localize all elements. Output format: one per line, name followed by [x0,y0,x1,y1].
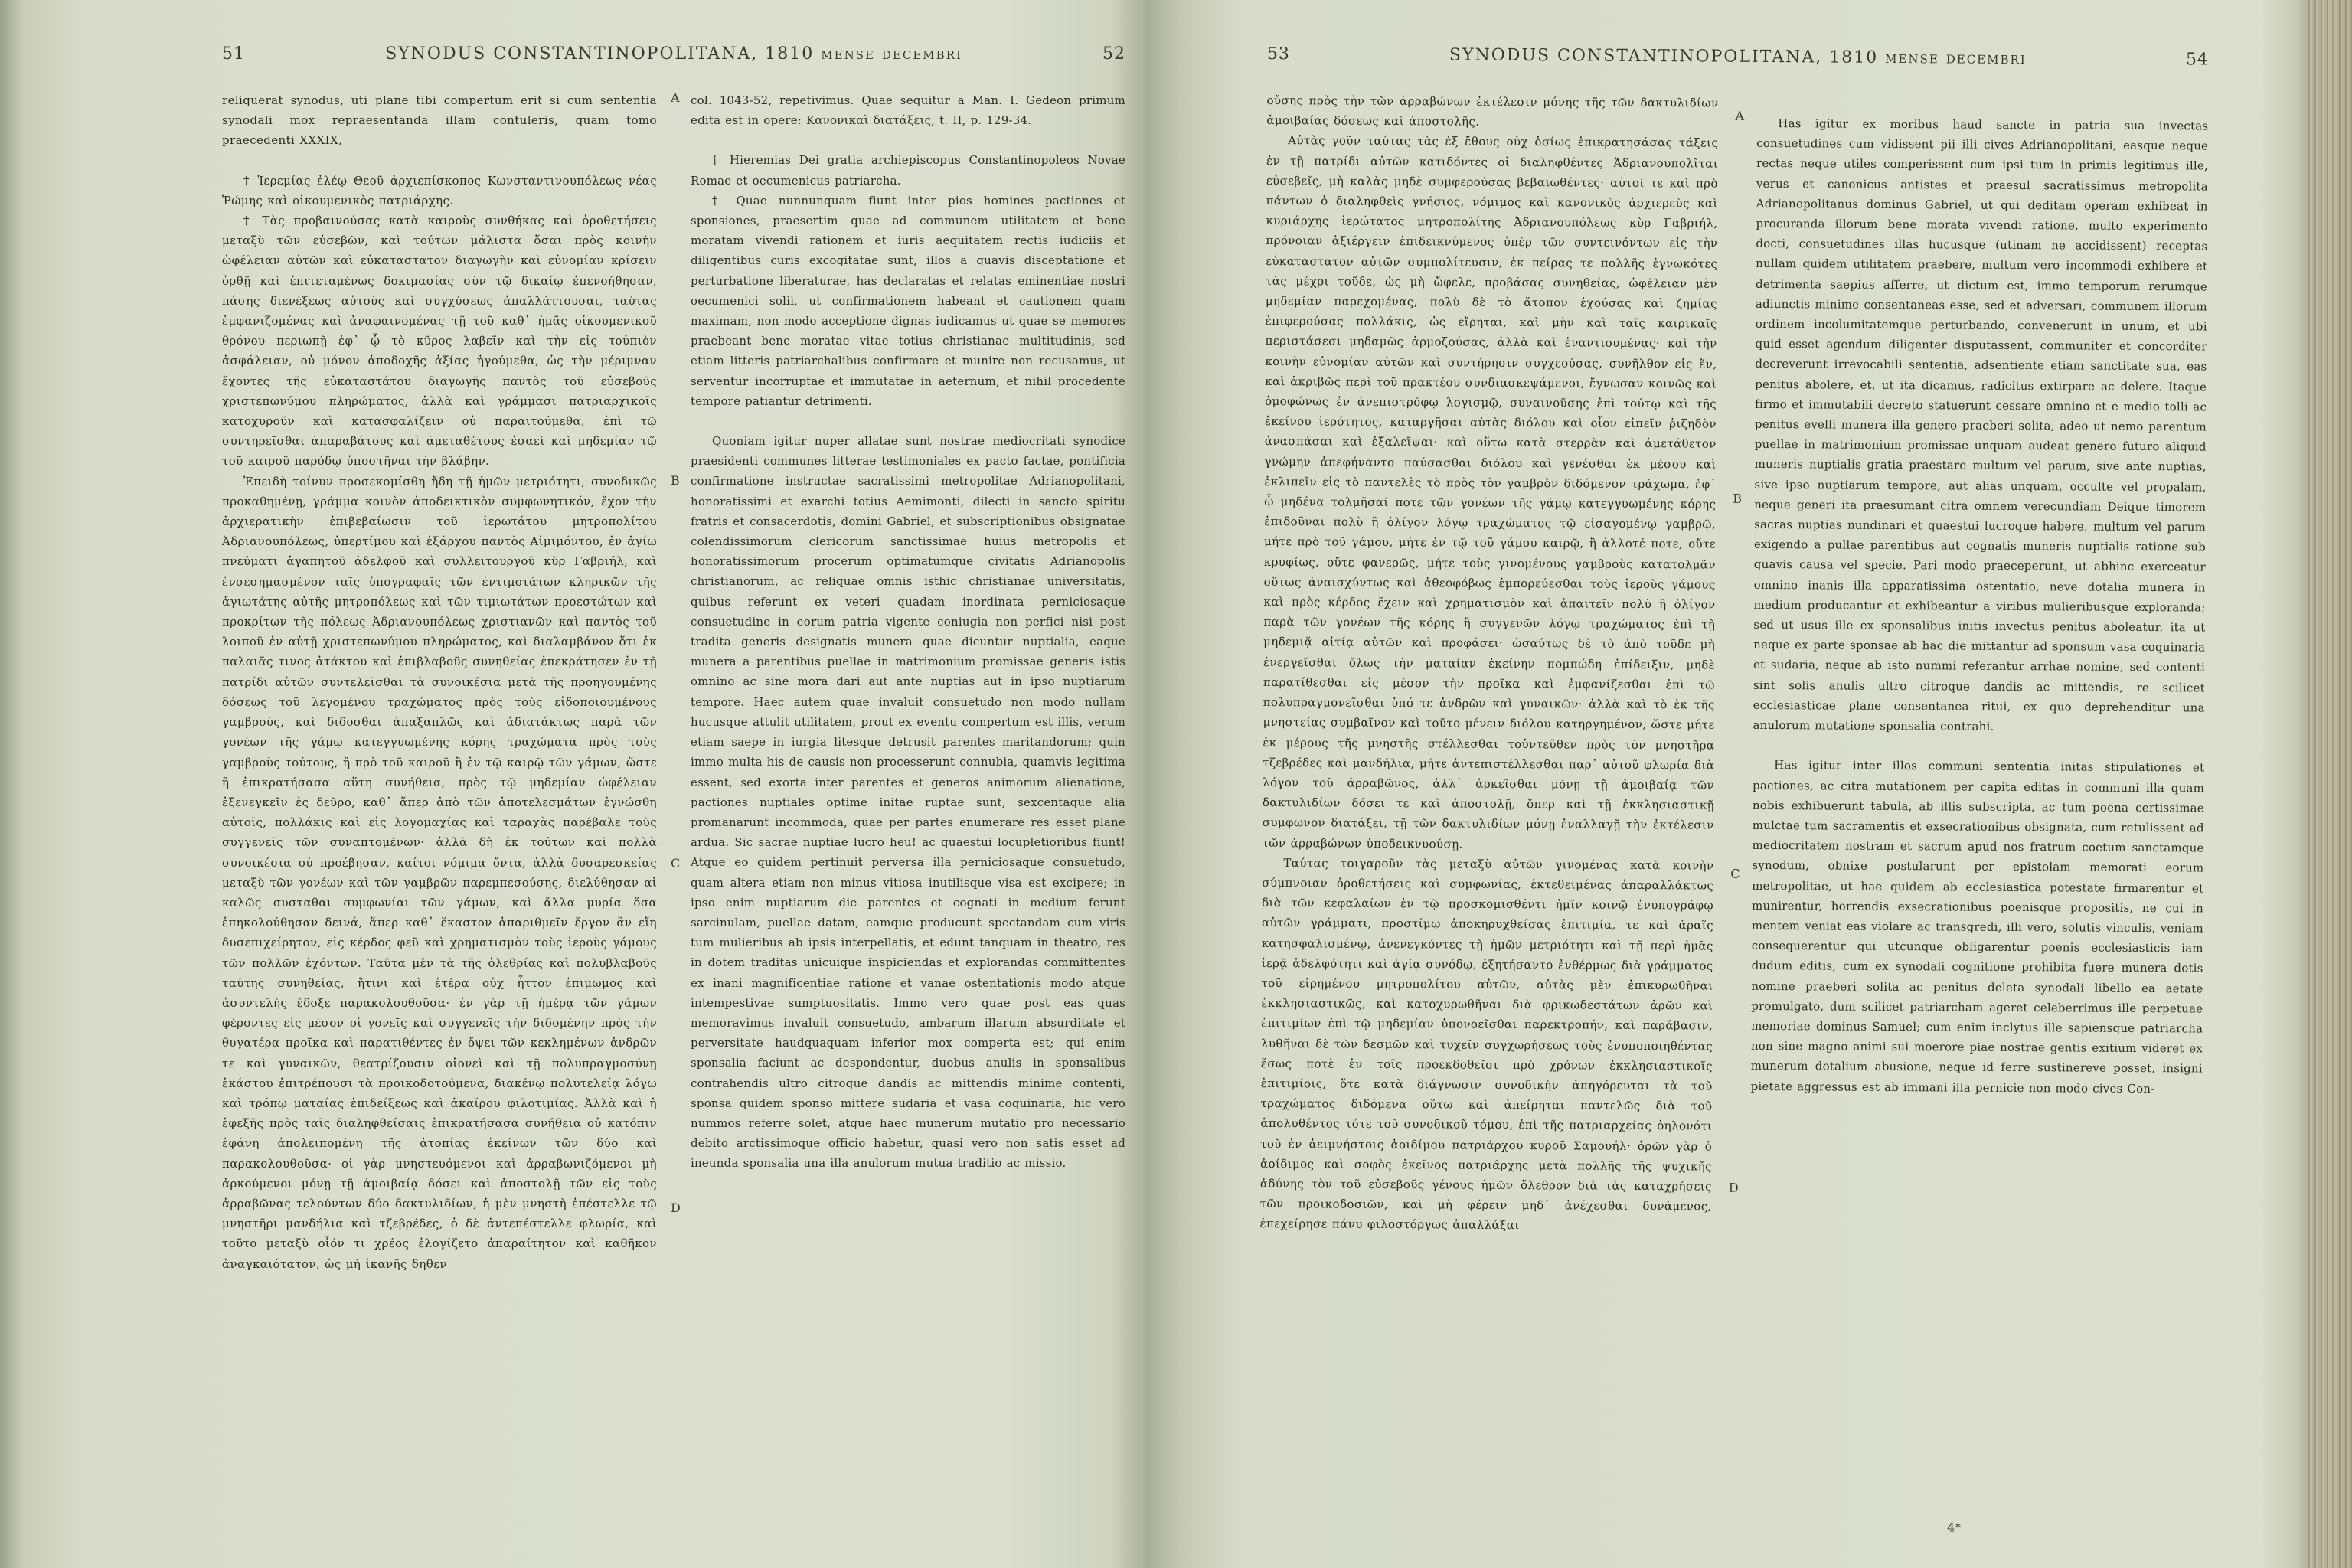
right-greek-para-2: Ταύτας τοιγαροῦν τὰς μεταξὺ αὐτῶν γινομένας κατὰ κοινὴν σύμπνοιαν ὁροθετήσεις καὶ συμφωνίας, ἐκτεθειμένας ἀπαραλλάκτως διὰ τῶν κεφαλαίων ἐν τῷ προσκομισθέντι ἡμῖν κοινῷ ἐνυπογράφῳ αὐτῶν γράμματι, προστίμῳ ἀποκηρυχθείσας ἐπιτιμία, τε καὶ ἀραῖς κατησφαλισμένῳ, ἀνενεγκόντες τῇ ἡμῶν μετριότητι καὶ τῇ περὶ ἡμᾶς ἱερᾷ ἀδελφότητι καὶ ἁγίᾳ συνόδῳ, ἐξητήσαντο ἐνθέρμως διὰ γράμματος τοῦ εἰρημένου μητροπολίτου αὐτῶν, αὐτὰς μὲν ἐπικυρωθῆναι ἐκκλησιαστικῶς, καὶ κατοχυρωθῆναι διὰ φρικωδεστάτων ἀρῶν καὶ ἐπιτιμίων ἐπὶ τῷ μηδεμίαν ὑπονοεῖσθαι παρεκτροπήν, καὶ παράβασιν, λυθῆναι δὲ τῶν δεσμῶν καὶ τυχεῖν συγχωρήσεως τοὺς ἐνυποποιηθέντας ἔσως ποτὲ ἐν τοῖς προεκδοθεῖσι πρὸ χρόνων ἐκκλησιαστικοῖς ἐπιτιμίοις, ὅτε κατὰ διάγνωσιν συνοδικὴν ἀπηγόρευται τὰ τοῦ τραχώματος διδόμενα οὕτω καὶ ἀπείρηται παντελῶς διὰ τοῦ ἀπολυθέντος τότε τοῦ συνοδικοῦ τόμου, ἐπὶ τῆς πατριαρχείας ὀηλονότι τοῦ ἐν ἀειμνήστοις ἀοιδίμου πατριάρχου κυροῦ Σαμουήλ· ὁρῶν γὰρ ὁ ἀοίδιμος καὶ σοφὸς ἐκεῖνος πατριάρχης μετὰ πολλῆς τῆς ψυχικῆς ἀδύνης τὸν τοῦ εὐσεβοῦς γένους ἡμῶν ὄλεθρον διὰ τὰς καταχρήσεις τῶν προικοδοσιῶν, καὶ μὴ φέρειν μηδ᾽ ἀνέχεσθαι δυνάμενος, ἐπεχείρησε πάνυ φιλοστόργως ἀπαλλάξαι [1259,855,1714,1233]
left-marker-b: B [671,473,680,488]
left-running-header [222,38,1125,69]
left-running-title: SYNODUS CONSTANTINOPOLITANA, 1810 mense decembri [385,44,962,64]
left-latin-intro: col. 1043-52, repetivimus. Quae sequitur a Man. I. Gedeon primum edita est in opere: Κανονικαὶ διατάξεις, t. II, p. 129-34. [691,93,1125,128]
left-greek-title: † Ἱερεμίας ἐλέῳ Θεοῦ ἀρχιεπίσκοπος Κωνσταντινουπόλεως νέας Ῥώμης καὶ οἰκουμενικὸς πατριάρχης. [222,173,657,207]
right-running-header [1267,38,2209,75]
right-page-number-a: 53 [1266,44,1290,64]
left-marker-c: C [671,856,681,871]
left-page-number-b: 52 [1102,44,1125,64]
right-greek-column [1259,90,1718,1236]
right-latin-para-1: Has igitur ex moribus haud sancte in patria sua invectas consuetudines cum vidissent pii illi cives Adrianopolitani, easque neque rectas neque utiles comperissent cum ipsi tum in primis legitimus ille, verus et canonicus antistes et praesul sacratissimus metropolita Adrianopolitanus dominus Gabriel, ut qui deditam operam exhibeat in procuranda illorum bene morata vivendi ratione, multo experimento docti, consuetudines illas hucusque (utinam ne accidissent) receptas nullam quidem utilitatem praebere, multum vero incommodi exhibere et detrimenta saepius afferre, ut dictum est, immo temporum rerumque adiunctis minime consentaneas esse, sed et adversari, communem illorum ordinem incolumitatemque perturbando, convenerunt in unum, et ubi quid esset agendum diligenter disputassent, communiter et concorditer decreverunt irrevocabili sententia, adsentiente etiam sanctitate sua, eas penitus abolere, et, ut ita dicamus, radicitus extirpare ac delere. Itaque firmo et immutabili decreto statuerunt cessare omnino et e medio tolli ac penitus evelli munera illa genero praeberi solita, adeo ut nemo parentum puellae in matrimonium promissae unquam audeat genero futuro aliquid muneris nuptialis gratia praestare multum vel parum, sive ante nuptias, sive ipso nuptiarum tempore, aut alias unquam, occulte vel propalam, neque generi ita praesumant citra omnem verecundiam Deique timorem sacras nuptias nundinari et quaestui lucroque habere, multum vel parum exigendo a pullae parentibus aut cognatis muneris nuptialis ratione sub quavis causa vel specie. Pari modo praeceperunt, ut abhinc exerceatur omnino inanis illa apparatissima ostentatio, neve dotalia munera in medium producantur et exhibeantur a viribus mulieribusque exploranda; sed ut usus ille ex sponsalibus initis invectus penitus aboleatur, ita ut neque ex parte sponsae ab hac die mittantur ad sponsum vasa coquinaria et sudaria, neque ab isto nummi referantur arrhae nomine, sed contenti sint solis anulis ultro citroque dandis ac mittendis, re scilicet ecclesiasticae plane consentanea ritui, ex quo deprehenditur una anulorum mutatione sponsalia contrahi. [1753,116,2209,733]
left-greek-column [222,90,657,1274]
right-page [1259,38,2209,1535]
right-marker-d: D [1728,1180,1739,1195]
left-marker-a: A [671,90,680,105]
left-latin-para-1: † Quae nunnunquam fiunt inter pios homines pactiones et sponsiones, praesertim quae ad communem utilitatem et bene moratam vivendi rationem et iuris aequitatem rectis iudiciis et diligentibus curis excogitatae sunt, illos a quavis disceptatione et perturbatione liberaturae, has declaratas et relatas eminentiae nostri oecumenici solii, ut confirmationem habeant et cautionem quam maximam, non modo acceptione dignas iudicamus ut quae se memores praebeant bene moratae vitae totius christianae multitudinis, sed etiam litteris patriarchalibus confirmare et munire non recusamus, ut serventur incorruptae et immutatae in aeternum, et nihil procedente tempore patiantur detrimenti. [691,193,1125,408]
left-marker-d: D [671,1200,681,1215]
right-marker-b: B [1733,491,1743,506]
right-greek-intro: οὔσης πρὸς τὴν τῶν ἀρραβώνων ἐκτέλεσιν μόνης τῆς τῶν δακτυλιδίων ἀμοιβαίας δόσεως καὶ ἀποστολῆς. [1266,93,1719,129]
left-page-number-a: 51 [222,44,245,64]
left-latin-title: † Hieremias Dei gratia archiepiscopus Constantinopoleos Novae Romae et oecumenicus patriarcha. [691,153,1125,188]
page-edges [2306,0,2352,1568]
left-latin-column [691,90,1125,1174]
left-page [222,38,1125,1271]
right-running-title: SYNODUS CONSTANTINOPOLITANA, 1810 mense decembri [1449,45,2027,69]
right-page-number-b: 54 [2185,50,2209,70]
right-greek-para-1: Αὐτὰς γοῦν ταύτας τὰς ἐξ ἔθους οὐχ ὁσίως ἐπικρατησάσας τάξεις ἐν τῇ πατρίδι αὐτῶν κατιδόντες οἱ διαληφθέντες Ἀδριανουπολῖται εὐσεβεῖς, μὴ καλὰς μηδὲ συμφερούσας βεβαιωθέντες· αὐτοί τε καὶ πρὸ πάντων ὁ διαληφθεὶς γνήσιος, νόμιμος καὶ κανονικὸς ἀρχιερεὺς καὶ κυριάρχης ἱερώτατος μητροπολίτης Ἀδριανουπόλεως κὺρ Γαβριήλ, πρόνοιαν ἀξιέργειν ἐπιδεικνύμενος ὑπὲρ τῶν συντεινόντων εἰς τὴν εὐκαταστατον αὐτῶν συμπολίτευσιν, ἐκ πείρας τε πολλῆς ἐγνωκότες τὰς μέχρι τοῦδε, ὡς μὴ ὤφελε, προβάσας συνηθείας, ὠφέλειαν μὲν μηδεμίαν παρεχομένας, πολὺ δὲ τὸ ἄτοπον ἐχούσας καὶ ζημίας ἐπιφερούσας πολλάκις, ὡς εἴρηται, καὶ μὴν καὶ ταῖς καιρικαῖς περιστάσεσι μηδαμῶς ἁρμοζούσας, ἀλλὰ καὶ ἐναντιουμένας· καὶ τὴν κοινὴν εὐνομίαν αὐτῶν καὶ συντήρησιν συγχεούσας, συνῆλθον εἰς ἕν, καὶ ἀκριβῶς περὶ τοῦ πρακτέου συνδιασκεψάμενοι, ἔγνωσαν κοινῶς καὶ ὁμοφώνως ἐν ἀνεπιστρόφῳ λογισμῷ, συναινοῦσης ἐπὶ τούτῳ καὶ τῆς ἐκείνου ἱερότητος, καταργῆσαι αὐτὰς διόλου καὶ οἷον εἰπεῖν ῥιζηδὸν ἀνασπάσαι καὶ ἐξαλεῖψαι· καὶ οὕτω κατὰ στερρὰν καὶ ἀμετάθετον γνώμην ἀπεφήναντο παύσασθαι διόλου καὶ γενέσθαι ἐκ μέσου καὶ ἐκλιπεῖν εἰς τὸ παντελὲς τὸ πρὸς τὸν γαμβρὸν διδόμενον τράχωμα, ἐφ᾽ ᾧ μηδένα τολμῆσαί ποτε τῶν γονέων τῆς γάμῳ κατεγγυωμένης κόρης ἐπιδοῦναι πολὺ ἢ ὀλίγον λόγῳ τραχώματος τῷ εἰσαγομένῳ γαμβρῷ, μήτε πρὸ τοῦ γάμου, μήτε ἐν τῷ τοῦ γάμου καιρῷ, ἢ ἀλλοτέ ποτε, οὔτε κρυφίως, οὔτε φανερῶς, μήτε τοὺς γινομένους γαμβροὺς κατατολμᾶν οὕτως ἀναισχύντως καὶ ἀθεοφόβως ἐμπορεύεσθαι τοὺς ἱεροὺς γάμους καὶ πρὸς κέρδος ἔχειν καὶ χρηματισμὸν καὶ ἀπαιτεῖν πολὺ ἢ ὀλίγον παρὰ τῶν γονέων τῆς κόρης ἢ συγγενῶν λόγῳ τραχώματος ἐπὶ τῇ μηδεμιᾷ αἰτίᾳ αὐτῶν καὶ προφάσει· ὡσαύτως δὲ τὸ ἀπὸ τοῦδε μὴ ἐνεργεῖσθαι ὅλως τὴν ματαίαν ἐκείνην πομπώδη ἐπίδειξιν, μηδὲ παρατίθεσθαι εἰς μέσον τὴν προῖκα καὶ ἐμφανίζεσθαι ἐπὶ τῷ πολυπραγμονεῖσθαι ὑπό τε ἀνδρῶν καὶ γυναικῶν· ἀλλὰ καὶ τὸ ἐκ τῆς μνηστείας συμβαῖνον καὶ τοῦτο μένειν διόλου κατηργημένον, ὥστε μήτε ἐκ μέρους τῆς μνηστῆς στέλλεσθαι τοὐντεῦθεν πρὸς τὸν μνηστῆρα τζεβρέδες καὶ μανδήλια, μήτε ἀντεπιστέλλεσθαι παρ᾽ αὐτοῦ φλωρία διὰ λόγον τοῦ ἀρραβῶνος, ἀλλ᾽ ἀρκεῖσθαι μόνῃ τῇ ἀμοιβαίᾳ τῶν δακτυλιδίων δόσει τε καὶ ἀποστολῇ, ὅπερ καὶ τῇ ἐκκλησιαστικῇ συμφωνον διατάξει, τῇ τῶν δακτυλιδίων μόνῃ ἐναλλαγῇ τὴν ἐκτέλεσιν τῶν ἀρραβώνων ὑποδεικνυούσῃ. [1262,133,1719,851]
right-marker-c: C [1730,866,1740,881]
signature-mark: 4* [1947,1520,1962,1535]
right-latin-column [1751,93,2209,1099]
left-greek-intro: reliquerat synodus, uti plane tibi compertum erit si cum sententia synodali mox repraesentanda illam contuleris, quam tomo praecedenti XXXIX, [222,93,657,148]
left-greek-para-1: † Τὰς προβαινούσας κατὰ καιροὺς συνθήκας καὶ ὁροθετήσεις μεταξὺ τῶν εὐσεβῶν, καὶ τούτων μάλιστα ὅσαι πρὸς κοινὴν ὠφέλειαν αὐτῶν καὶ εὐκαταστατον διαγωγὴν καὶ εὐνομίαν κρίσειν ὀρθῇ καὶ ἐπιτεταμένως δοκιμασίας σὺν τῷ δικαίῳ ἐπενοήθησαν, πάσης διενέξεως αὐτοὺς καὶ συγχύσεως ἀπαλλάττουσαι, ταύτας ἐμφανιζομένας καὶ ἀναφαινομένας τῇ τοῦ καθ᾽ ἡμᾶς οἰκουμενικοῦ θρόνου περιωπῇ ἐφ᾽ ᾧ τὸ κῦρος λαβεῖν καὶ τὴν εἰς τοὐπιὸν ἀσφάλειαν, οὐ μόνον ἀποδοχῆς ἀξίας ἡγούμεθα, ὡς τὴν μέριμναν ἔχοντες τῆς εὐκαταστάτου διαγωγῆς παντὸς τοῦ εὐσεβοῦς χριστεπωνύμου πληρώματος, ἀλλὰ καὶ γράμμασι πατριαρχικοῖς κατοχυροῦν καὶ κατασφαλίζειν οὐ παραιτούμεθα, ἐπὶ τῷ συντηρεῖσθαι ἀπαραβάτους καὶ ἀμεταθέτους ἐσαεὶ καὶ μηδεμίαν τῷ τοῦ καιροῦ παρόδῳ ὑποστῆναι τὴν βλάβην. [222,214,657,469]
right-latin-para-2: Has igitur inter illos communi sententia initas stipulationes et pactiones, ac citra mutationem per capita editas in communi illa quam nobis exhibuerunt tabula, ab illis subscripta, ac tum poena certissimae mulctae tum sacramentis et exsecrationibus obsignata, cum retulissent ad mediocritatem nostram et sacrum apud nos fratrum coetum sanctamque synodum, obnixe postularunt per epistolam memorati eorum metropolitae, ut hae quidem ab ecclesiastica potestate firmarentur et munirentur, horrendis exsecrationibus poenisque propositis, ne cui in mentem veniat eas violare ac transgredi, illi vero, solutis vinculis, veniam consequerentur qui utcunque obligarentur poenis ecclesiasticis iam dudum editis, cum ex synodali cognitione prohibita fuere munera dotis nomine praeberi solita ac penitus deleta synodali libello ea aetate promulgato, dum scilicet patriarcham ageret celeberrimus ille perpetuae memoriae dominus Samuel; cum enim inclytus ille sapiensque patriarcha non sine magno animi sui moerore piae nostrae gentis exitium videret ex munerum dotalium abusione, neque id ferre sustinereve posset, insigni pietate aggressus est ab immani illa pernicie non modo cives Con- [1750,758,2205,1096]
left-latin-para-2: Quoniam igitur nuper allatae sunt nostrae mediocritati synodice praesidenti communes litterae testimoniales ex pacto factae, pontificia confirmatione instructae sacratissimi metropolitae Adrianopolitani, honoratissimi et exarchi totius Aemimonti, dilecti in sancto spiritu fratris et consacerdotis, domini Gabriel, et subscriptionibus obsignatae colendissimorum clericorum sanctissimae huius metropolis et honoratissimorum procerum optimatumque civitatis Adrianopolis christianorum, ac reliquae omnis isthic christianae universitatis, quibus referunt ex veteri quadam inordinata perniciosaque consuetudine in eorum patria vigente coniugia non perfici nisi post tradita generis designatis munera quae dicuntur nuptialia, eaque munera a parentibus puellae in matrimonium promissae generis istis omnino ac sine mora dari aut ante nuptias aut in ipso nuptiarum tempore. Haec autem quae invaluit consuetudo non modo nullam hucusque attulit utilitatem, prout ex eventu compertum est illis, verum etiam saepe in iurgia litesque detrusit parentes maritandorum; quin immo multa his de causis non processerunt connubia, quamvis legitima essent, sed exorta inter parentes et generos animorum alienatione, pactiones nuptiales optime initae ruptae sunt, sexcentaque alia promanarunt incommoda, quae per partes enumerare res esset plane ardua. Sic sacrae nuptiae lucro heu! ac quaestui locupletioribus fiunt! Atque eo quidem pertinuit perversa illa perniciosaque consuetudo, quam altera etiam non minus vitiosa inutilisque visa est excipere; in ipso enim nuptiarum die parentes et cognati in medium ferunt sarcinulam, puellae datam, eamque producunt spectandam cum viris tum mulieribus ab ipsis interpellatis, et edunt tanquam in theatro, res in dotem traditas unicuique inspiciendas et explorandas committentes ex inani magnificentiae ratione et vanae ostentationis modo atque intempestivae sumptuositatis. Immo vero quae post eas quas memoravimus invaluit consuetudo, ambarum illarum absurditate et perversitate haudquaquam inferior mox comperta est; qui enim sponsalia faciunt ac despondentur, duobus anulis in sponsalibus contrahendis ultro citroque dandis ac mittendis minime contenti, sponsa quidem sponso mittere sudaria et vasa coquinaria, hic vero nummos referre solet, atque haec munerum mutatio pro necessario debito arctissimoque officio habetur, quasi vero non satis esset ad ineunda sponsalia una illa anulorum mutua traditio ac missio. [691,434,1125,1171]
right-marker-a: A [1735,108,1745,123]
left-greek-para-2: Ἐπειδὴ τοίνυν προσεκομίσθη ἤδη τῇ ἡμῶν μετριότητι, συνοδικῶς προκαθημένῃ, γράμμα κοινὸν ἀποδεικτικὸν συμφωνητικόν, ἔχον τὴν ἀρχιερατικὴν ἐπιβεβαίωσιν τοῦ ἱερωτάτου μητροπολίτου Ἀδριανουπόλεως, ὑπερτίμου καὶ ἐξάρχου παντὸς Αἰμιμόντου, ἐν ἁγίῳ πνεύματι ἀγαπητοῦ ἀδελφοῦ καὶ συλλειτουργοῦ κὺρ Γαβριήλ, καὶ ἐνσεσημασμένον ταῖς ὑπογραφαῖς τῶν ἐντιμοτάτων κληρικῶν τῆς ἁγιωτάτης αὐτῆς μητροπόλεως καὶ τῶν τιμιωτάτων προεστώτων καὶ προκρίτων τῆς πόλεως Ἀδριανουπόλεως χριστιανῶν καὶ παντὸς τοῦ λοιποῦ ἐν αὐτῇ χριστεπωνύμου πληρώματος, καὶ διαλαμβάνον ὅτι ἐκ παλαιᾶς τινος ἀτάκτου καὶ ἐπιβλαβοῦς συνηθείας ἐπεκράτησεν ἐν τῇ πατρίδι αὐτῶν συντελεῖσθαι τὰ συνοικέσια μετὰ τῆς προηγουμένης δόσεως τοῦ λεγομένου τραχώματος πρὸς τοὺς εἰδοποιουμένους γαμβρούς, καὶ διδοσθαι ἀπαξαπλῶς καὶ ἀδιατάκτως παρὰ τῶν γονέων τῆς γάμῳ κατεγγυωμένης κόρης τραχώματα πρὸς τοὺς γαμβροὺς τούτους, ἢ πρὸ τοῦ καιροῦ ἢ ἐν τῷ καιρῷ τῶν γάμων, ὥστε ἢ ἐπικρατήσασα αὕτη συνήθεια, πρὸς τῷ μηδεμίαν ὠφέλειαν ἐξενεγκεῖν ἐς δεῦρο, καθ᾽ ἅπερ ἀπὸ τῶν ἀποτελεσμάτων ἐγνώσθη αὐτοῖς, πολλάκις καὶ εἰς λογομαχίας καὶ ταραχὰς παρέβαλε τοὺς συγγενεῖς τῶν συναπτομένων· ἀλλὰ δὴ ἐκ τούτων καὶ πολλὰ συνοικέσια οὐ προέβησαν, καίτοι νόμιμα ὄντα, ἀλλὰ δυσαρεσκείας μεταξὺ τῶν γονέων καὶ τῶν γαμβρῶν παρεμπεσούσης, διελύθησαν αἱ καλῶς συσταθαι συμφωνίαι τῶν γάμων, καὶ ἄλλα μυρία ὅσα ἐπηκολούθησαν δεινά, ἅπερ καθ᾽ ἕκαστον ἀπαριθμεῖν ἔργον ἂν εἴη δυσεπιχείρητον, εἰς κέρδος φεῦ καὶ χρηματισμὸν τοὺς ἱεροὺς γάμους τῶν πολλῶν ἐχόντων. Ταῦτα μὲν τὰ τῆς ὀλεθρίας καὶ πολυβλαβοῦς ταύτης συνηθείας, ἥτινι καὶ ἑτέρα οὐχ ἧττον ἐπιμωμος καὶ ἀσυντελὴς ἔδοξε παρακολουθοῦσα· ἐν γὰρ τῇ ἡμέρᾳ τῶν γάμων φέροντες εἰς μέσον οἱ γονεῖς καὶ συγγενεῖς τὴν διδομένην πρὸς τὴν θυγατέρα προῖκα καὶ παρατιθέντες ἐν ὄψει τῶν κεκλημένων ἀνδρῶν τε καὶ γυναικῶν, θεατρίζουσιν οἱονεὶ καὶ τῇ πολυπραγμοσύνῃ ἑκάστου ἐπιτρέπουσι τὰ προικοδοτούμενα, διακένῳ πολυτελείᾳ λόγῳ καὶ τρόπῳ ματαίας ἐπιδείξεως καὶ ἀκαίρου φιλοτιμίας. Ἀλλὰ καὶ ἡ ἐφεξῆς πρὸς ταῖς διαληφθείσαις ἐπικρατήσασα συνήθεια οὐ κατόπιν ἐφάνη ἀπολειπομένη τῆς ἀτοπίας ἐκείνων τῶν δύο καὶ παρακολουθοῦσα· οἱ γὰρ μνηστευόμενοι καὶ ἀρραβωνιζόμενοι μὴ ἀρκούμενοι μόνῃ τῇ ἀμοιβαίᾳ δόσει καὶ ἀποστολῇ τῶν εἰς τοὺς ἀρραβῶνας τελούντων δύο δακτυλιδίων, ἡ μὲν μνηστὴ ἐπέστελλε τῷ μνηστῆρι μανδήλια καὶ τζεβρέδες, ὁ δὲ ἀντεπέστελλε φλωρία, καὶ τοῦτο μεταξὺ οἷόν τι χρέος ἐλογίζετο ἀπαραίτητον καὶ καθῆκον ἀναγκαιότατον, ὡς μὴ ἱκανῆς δηθεν [222,474,657,1271]
